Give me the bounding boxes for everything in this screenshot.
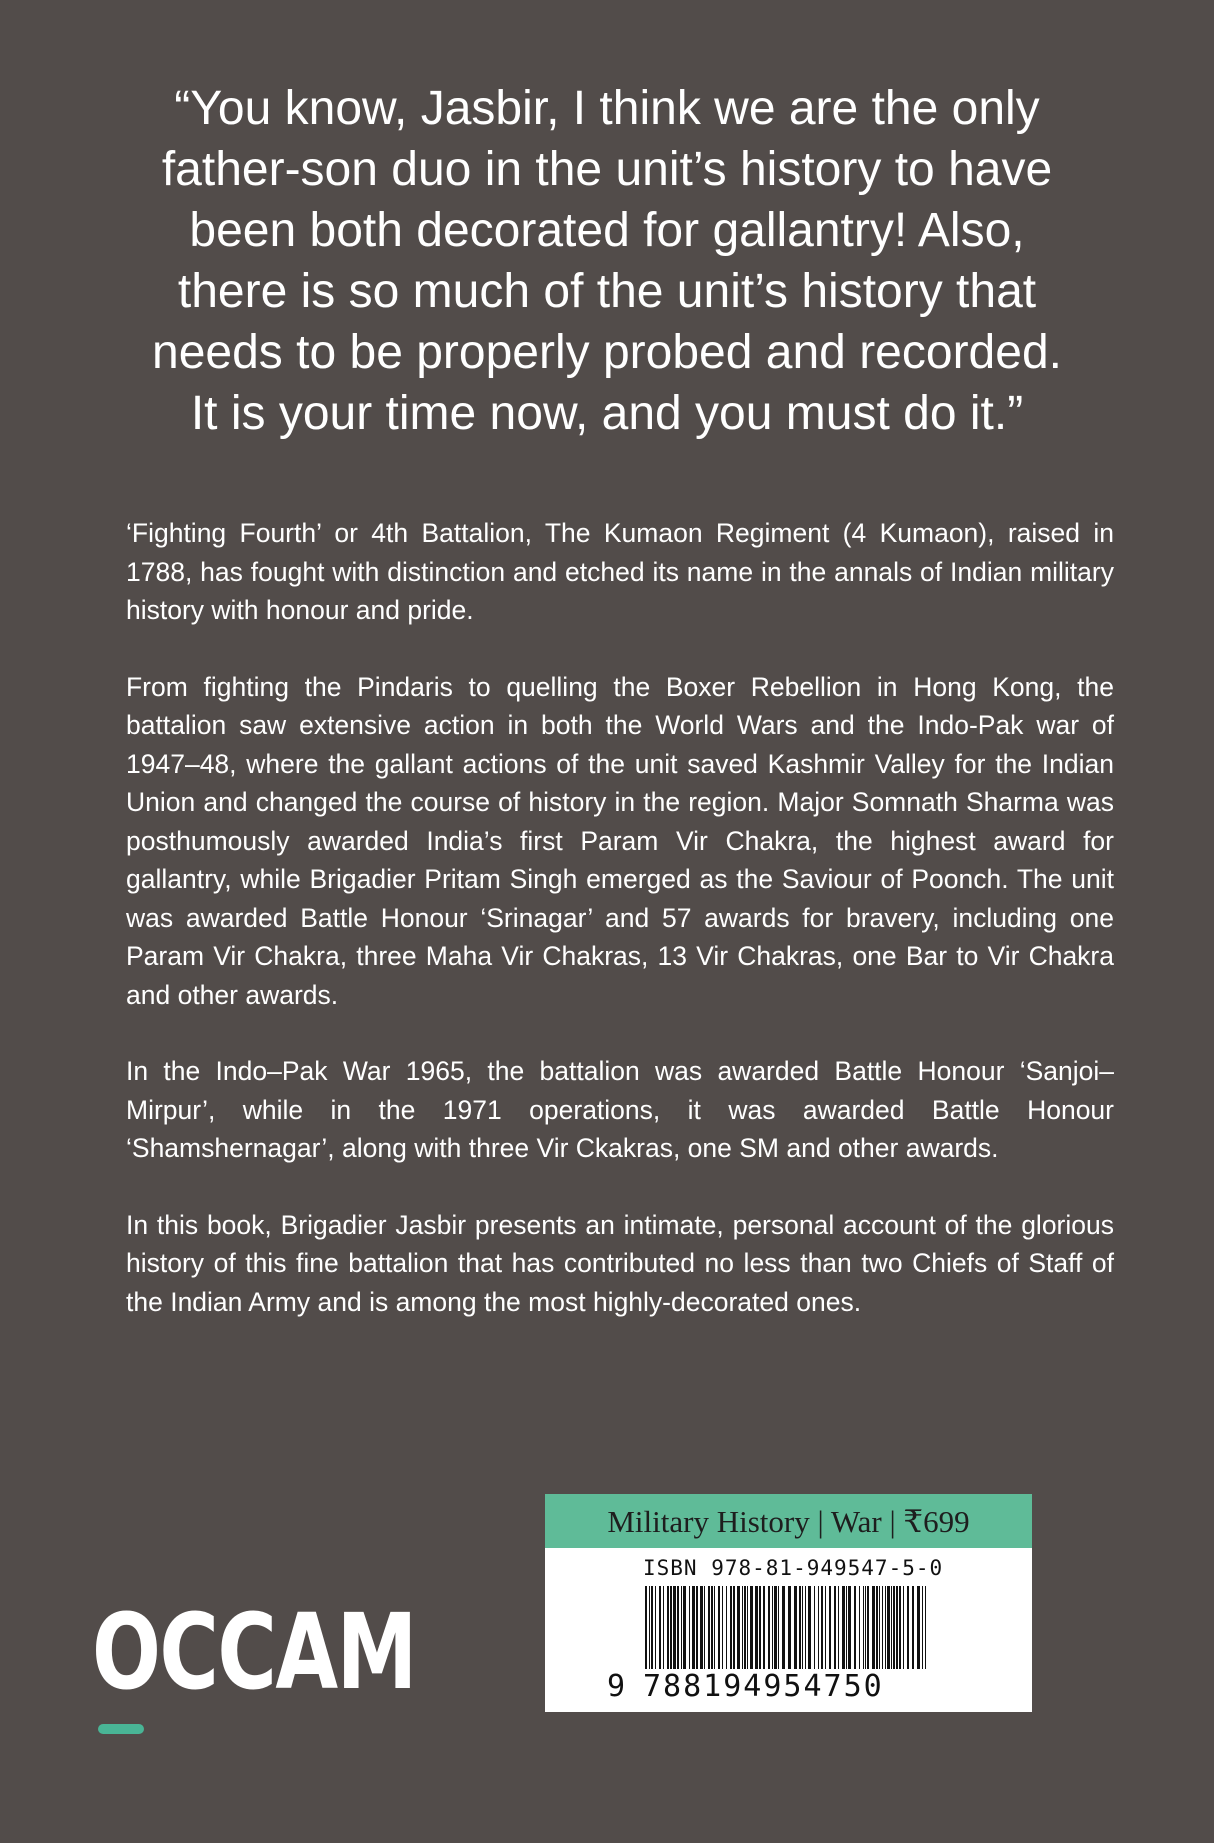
quote-line: been both decorated for gallantry! Also, [189, 204, 1025, 257]
blurb-paragraph: ‘Fighting Fourth’ or 4th Battalion, The Kumaon Regiment (4 Kumaon), raised in 1788, has fought with distinction and etched its name in the annals of Indian military history with honour and pride. [126, 518, 1114, 625]
quote-line: there is so much of the unit’s history that [177, 265, 1037, 318]
quote-line: father-son duo in the unit’s history to have [161, 143, 1053, 196]
publisher-logo: OCCAM [92, 1591, 416, 1713]
category-price-banner: Military History | War | ₹699 [545, 1494, 1032, 1548]
quote-line: “You know, Jasbir, I think we are the only [174, 82, 1040, 135]
pull-quote [110, 78, 1104, 444]
blurb-paragraph: In the Indo–Pak War 1965, the battalion was awarded Battle Honour ‘Sanjoi–Mirpur’, while in the 1971 operations, it was awarded Battle Honour ‘Shamshernagar’, along with three Vir Ckakras, one SM and other awards. [126, 1056, 1114, 1163]
quote-line: It is your time now, and you must do it.” [190, 387, 1024, 440]
barcode-first-digit: 9 [607, 1669, 626, 1704]
barcode-digits: 788194954750 [643, 1669, 933, 1705]
isbn-number: ISBN 978-81-949547-5-0 [643, 1556, 944, 1580]
blurb-paragraph: In this book, Brigadier Jasbir presents an intimate, personal account of the glorious history of this fine battalion that has contributed no less than two Chiefs of Staff of the Indian Army and is among the most highly-decorated ones. [126, 1209, 1114, 1317]
blurb-paragraph: From fighting the Pindaris to quelling the Boxer Rebellion in Hong Kong, the battalion saw extensive action in both the World Wars and the Indo-Pak war of 1947–48, where the gallant actions of the unit saved Kashmir Valley for the Indian Union and changed the course of history in the region. Major Somnath Sharma was posthumously awarded India’s first Param Vir Chakra, the highest award for gallantry, while Brigadier Pritam Singh emerged as the Saviour of Poonch. The unit was awarded Battle Honour ‘Srinagar’ and 57 awards for bravery, including one Param Vir Chakra, three Maha Vir Chakras, 13 Vir Chakras, one Bar to Vir Chakra and other awards. [126, 671, 1114, 1010]
logo-accent-mark [98, 1724, 144, 1734]
book-blurb [126, 514, 1114, 1359]
quote-line: needs to be properly probed and recorded. [152, 326, 1062, 379]
isbn-barcode-block [545, 1494, 1032, 1712]
